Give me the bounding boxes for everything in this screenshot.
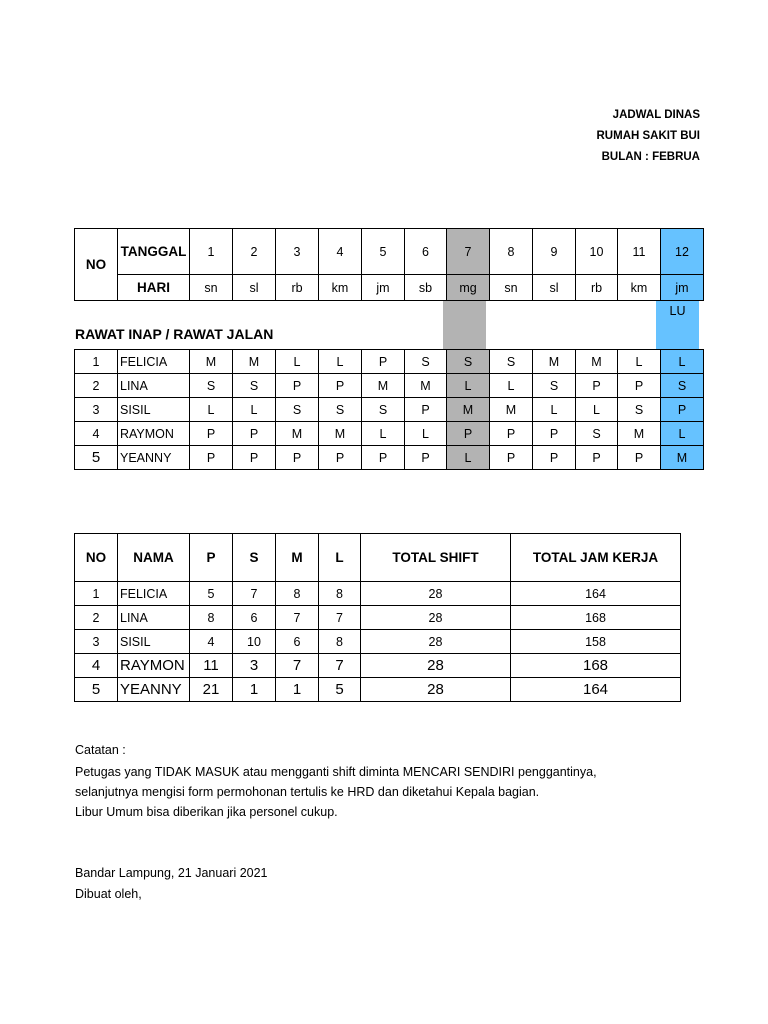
shift-cell: L <box>276 350 319 374</box>
count-p: 8 <box>190 606 233 630</box>
shift-cell: P <box>447 422 490 446</box>
shift-cell: P <box>490 422 533 446</box>
table-row <box>75 630 681 654</box>
shift-cell: M <box>233 350 276 374</box>
shift-cell: L <box>447 374 490 398</box>
shift-cell: L <box>447 446 490 470</box>
shift-cell: L <box>533 398 576 422</box>
shift-cell: P <box>276 446 319 470</box>
row-no: 3 <box>75 630 118 654</box>
date-cell: 8 <box>490 229 533 275</box>
count-s: 3 <box>233 654 276 678</box>
shift-cell: S <box>490 350 533 374</box>
col-header-m: M <box>276 534 319 582</box>
day-cell-holiday: jm <box>661 275 704 301</box>
no-header: NO <box>75 229 118 301</box>
shift-cell: P <box>190 422 233 446</box>
total-jam: 168 <box>511 606 681 630</box>
shift-cell: L <box>490 374 533 398</box>
shift-cell: P <box>405 446 447 470</box>
day-cell: sn <box>190 275 233 301</box>
col-header-no: NO <box>75 534 118 582</box>
count-m: 7 <box>276 606 319 630</box>
notes-line-3: Libur Umum bisa diberikan jika personel cukup. <box>75 805 338 819</box>
date-cell: 1 <box>190 229 233 275</box>
table-row <box>75 350 704 374</box>
count-p: 5 <box>190 582 233 606</box>
shift-cell: P <box>276 374 319 398</box>
shift-cell: P <box>576 374 618 398</box>
made-by: Dibuat oleh, <box>75 887 142 901</box>
row-no: 2 <box>75 606 118 630</box>
shift-cell: P <box>319 446 362 470</box>
sunday-column-band <box>443 301 486 349</box>
date-cell: 3 <box>276 229 319 275</box>
row-no: 3 <box>75 398 118 422</box>
shift-cell: L <box>362 422 405 446</box>
date-cell: 10 <box>576 229 618 275</box>
header-hospital: RUMAH SAKIT BUI <box>596 130 700 142</box>
shift-cell: S <box>533 374 576 398</box>
date-cell: 9 <box>533 229 576 275</box>
date-cell: 2 <box>233 229 276 275</box>
shift-cell: S <box>447 350 490 374</box>
count-m: 8 <box>276 582 319 606</box>
schedule-table <box>74 349 704 470</box>
shift-cell: M <box>533 350 576 374</box>
count-s: 6 <box>233 606 276 630</box>
shift-cell: L <box>661 350 704 374</box>
date-cell-holiday: 12 <box>661 229 704 275</box>
col-header-nama: NAMA <box>118 534 190 582</box>
shift-cell: S <box>618 398 661 422</box>
header-month: BULAN : FEBRUA <box>601 151 700 163</box>
notes-line-1: Petugas yang TIDAK MASUK atau mengganti shift diminta MENCARI SENDIRI penggantinya, <box>75 765 597 779</box>
count-p: 21 <box>190 678 233 702</box>
staff-name: LINA <box>118 606 190 630</box>
shift-cell: S <box>319 398 362 422</box>
staff-name: FELICIA <box>118 582 190 606</box>
summary-header-row <box>75 534 681 582</box>
table-row <box>75 398 704 422</box>
shift-cell: M <box>576 350 618 374</box>
staff-name: SISIL <box>118 630 190 654</box>
count-s: 10 <box>233 630 276 654</box>
shift-cell: P <box>405 398 447 422</box>
row-no: 4 <box>75 654 118 678</box>
day-row <box>75 275 704 301</box>
shift-cell: P <box>233 422 276 446</box>
row-no: 5 <box>75 678 118 702</box>
shift-cell: S <box>276 398 319 422</box>
staff-name: YEANNY <box>118 678 190 702</box>
count-m: 6 <box>276 630 319 654</box>
col-header-l: L <box>319 534 361 582</box>
place-date: Bandar Lampung, 21 Januari 2021 <box>75 866 268 880</box>
total-jam: 158 <box>511 630 681 654</box>
count-l: 8 <box>319 582 361 606</box>
shift-cell: P <box>319 374 362 398</box>
day-cell: sb <box>405 275 447 301</box>
shift-cell: P <box>190 446 233 470</box>
col-header-total-shift: TOTAL SHIFT <box>361 534 511 582</box>
day-cell: rb <box>276 275 319 301</box>
table-row <box>75 374 704 398</box>
count-l: 8 <box>319 630 361 654</box>
day-cell: sl <box>533 275 576 301</box>
date-cell: 4 <box>319 229 362 275</box>
shift-cell: M <box>362 374 405 398</box>
col-header-p: P <box>190 534 233 582</box>
total-jam: 168 <box>511 654 681 678</box>
day-cell: jm <box>362 275 405 301</box>
date-cell-sunday: 7 <box>447 229 490 275</box>
total-jam: 164 <box>511 678 681 702</box>
table-row <box>75 446 704 470</box>
count-p: 4 <box>190 630 233 654</box>
shift-cell: S <box>362 398 405 422</box>
table-row <box>75 678 681 702</box>
day-cell: km <box>618 275 661 301</box>
table-row <box>75 654 681 678</box>
shift-cell: M <box>190 350 233 374</box>
staff-name: LINA <box>118 374 190 398</box>
count-l: 7 <box>319 606 361 630</box>
shift-cell: L <box>576 398 618 422</box>
shift-cell: S <box>661 374 704 398</box>
shift-cell: M <box>319 422 362 446</box>
shift-cell: L <box>190 398 233 422</box>
staff-name: YEANNY <box>118 446 190 470</box>
notes-line-2: selanjutnya mengisi form permohonan tertulis ke HRD dan diketahui Kepala bagian. <box>75 785 540 799</box>
tanggal-header: TANGGAL <box>118 229 190 275</box>
count-s: 7 <box>233 582 276 606</box>
row-no: 1 <box>75 350 118 374</box>
total-jam: 164 <box>511 582 681 606</box>
date-row <box>75 229 704 275</box>
shift-cell: L <box>405 422 447 446</box>
count-s: 1 <box>233 678 276 702</box>
row-no: 5 <box>75 446 118 470</box>
day-cell: sn <box>490 275 533 301</box>
staff-name: SISIL <box>118 398 190 422</box>
count-m: 1 <box>276 678 319 702</box>
header-title: JADWAL DINAS <box>612 109 700 121</box>
shift-cell: M <box>618 422 661 446</box>
shift-cell: P <box>618 374 661 398</box>
row-no: 1 <box>75 582 118 606</box>
shift-cell: M <box>447 398 490 422</box>
total-shift: 28 <box>361 678 511 702</box>
shift-cell: L <box>233 398 276 422</box>
day-cell-sunday: mg <box>447 275 490 301</box>
date-cell: 6 <box>405 229 447 275</box>
day-cell: rb <box>576 275 618 301</box>
shift-cell: S <box>405 350 447 374</box>
total-shift: 28 <box>361 630 511 654</box>
staff-name: RAYMON <box>118 654 190 678</box>
shift-cell: L <box>319 350 362 374</box>
table-row <box>75 606 681 630</box>
shift-cell: S <box>190 374 233 398</box>
shift-cell: P <box>618 446 661 470</box>
date-cell: 5 <box>362 229 405 275</box>
day-cell: km <box>319 275 362 301</box>
schedule-header-table <box>74 228 704 301</box>
row-no: 4 <box>75 422 118 446</box>
count-l: 5 <box>319 678 361 702</box>
hari-header: HARI <box>118 275 190 301</box>
count-m: 7 <box>276 654 319 678</box>
shift-cell: L <box>661 422 704 446</box>
staff-name: RAYMON <box>118 422 190 446</box>
shift-cell: P <box>362 446 405 470</box>
shift-cell: L <box>618 350 661 374</box>
shift-cell: S <box>233 374 276 398</box>
shift-cell: P <box>362 350 405 374</box>
summary-table <box>74 533 681 702</box>
col-header-total-jam: TOTAL JAM KERJA <box>511 534 681 582</box>
staff-name: FELICIA <box>118 350 190 374</box>
total-shift: 28 <box>361 582 511 606</box>
total-shift: 28 <box>361 654 511 678</box>
shift-cell: P <box>490 446 533 470</box>
table-row <box>75 422 704 446</box>
holiday-label: LU <box>656 301 699 349</box>
shift-cell: M <box>490 398 533 422</box>
shift-cell: P <box>233 446 276 470</box>
section-title: RAWAT INAP / RAWAT JALAN <box>75 326 274 342</box>
count-l: 7 <box>319 654 361 678</box>
shift-cell: M <box>405 374 447 398</box>
shift-cell: P <box>661 398 704 422</box>
table-row <box>75 582 681 606</box>
count-p: 11 <box>190 654 233 678</box>
shift-cell: M <box>661 446 704 470</box>
row-no: 2 <box>75 374 118 398</box>
shift-cell: P <box>533 422 576 446</box>
day-cell: sl <box>233 275 276 301</box>
shift-cell: P <box>576 446 618 470</box>
shift-cell: P <box>533 446 576 470</box>
total-shift: 28 <box>361 606 511 630</box>
col-header-s: S <box>233 534 276 582</box>
date-cell: 11 <box>618 229 661 275</box>
shift-cell: M <box>276 422 319 446</box>
shift-cell: S <box>576 422 618 446</box>
notes-title: Catatan : <box>75 743 126 757</box>
